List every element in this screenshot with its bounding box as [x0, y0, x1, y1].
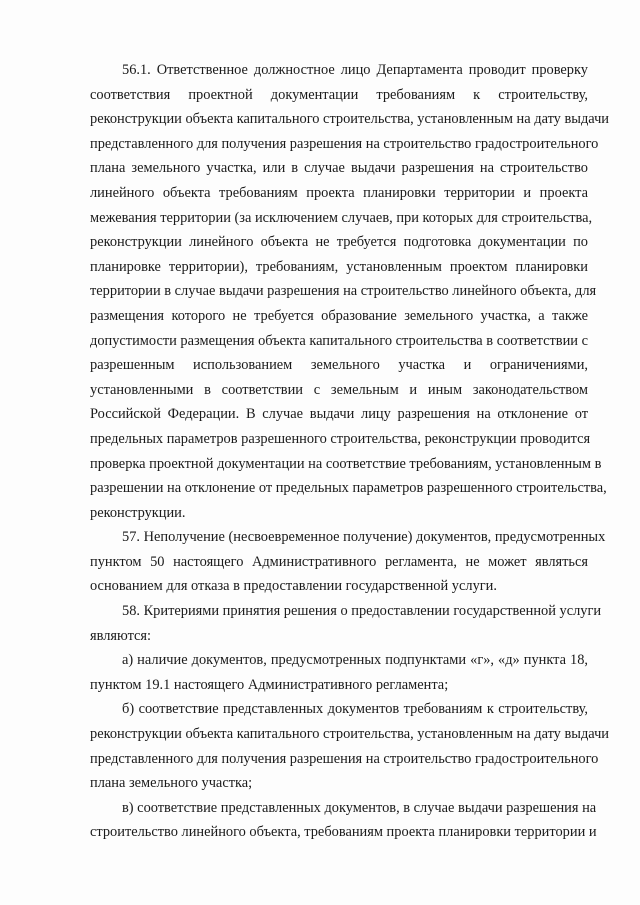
text-line: разрешении на отклонение от предельных параметров разрешенного строительства,: [90, 480, 607, 497]
text-line: Российской Федерации. В случае выдачи лицу разрешения на отклонение от: [90, 406, 588, 423]
text-line: межевания территории (за исключением случаев, при которых для строительства,: [90, 209, 593, 226]
text-line: основанием для отказа в предоставлении государственной услуги.: [90, 578, 497, 595]
text-line: представленного для получения разрешения на строительство градостроительного: [90, 750, 599, 767]
text-line: плана земельного участка, или в случае выдачи разрешения на строительство: [90, 160, 588, 177]
text-line: разрешенным использованием земельного участка и ограничениями,: [90, 357, 588, 374]
text-line: предельных параметров разрешенного строительства, реконструкции проводится: [90, 430, 591, 447]
text-line: планировке территории), требованиям, установленным проектом планировки: [90, 258, 588, 275]
text-line: б) соответствие представленных документов требованиям к строительству,: [122, 701, 588, 718]
text-line: строительство линейного объекта, требованиям проекта планировки территории и: [90, 824, 597, 841]
text-line: 58. Критериями принятия решения о предоставлении государственной услуги: [122, 603, 602, 620]
text-line: допустимости размещения объекта капитального строительства в соответствии с: [90, 332, 588, 349]
document-body: [90, 58, 610, 845]
text-line: а) наличие документов, предусмотренных подпунктами «г», «д» пункта 18,: [122, 652, 588, 669]
text-line: проверка проектной документации на соответствие требованиям, установленным в: [90, 455, 602, 472]
text-line: размещения которого не требуется образование земельного участка, а также: [90, 307, 588, 324]
paragraph-p58b: [90, 697, 610, 795]
text-line: соответствия проектной документации требованиям к строительству,: [90, 86, 588, 103]
text-line: установленными в соответствии с земельным и иным законодательством: [90, 381, 588, 398]
paragraph-p58: [90, 599, 602, 648]
paragraph-p56-1: [90, 58, 610, 525]
text-line: пунктом 19.1 настоящего Административного регламента;: [90, 676, 449, 693]
text-line: являются:: [90, 627, 152, 644]
text-line: пунктом 50 настоящего Административного регламента, не может являться: [90, 553, 588, 570]
text-line: реконструкции линейного объекта не требуется подготовка документации по: [90, 234, 588, 251]
text-line: 57. Неполучение (несвоевременное получение) документов, предусмотренных: [122, 529, 606, 546]
paragraph-p58v: [90, 796, 597, 845]
paragraph-p58a: [90, 648, 588, 697]
text-line: в) соответствие представленных документов, в случае выдачи разрешения на: [122, 799, 597, 816]
text-line: реконструкции объекта капитального строительства, установленным на дату выдачи: [90, 111, 610, 128]
paragraph-p57: [90, 525, 606, 599]
text-line: реконструкции.: [90, 504, 186, 521]
text-line: представленного для получения разрешения на строительство градостроительного: [90, 135, 599, 152]
text-line: территории в случае выдачи разрешения на строительство линейного объекта, для: [90, 283, 597, 300]
text-line: реконструкции объекта капитального строительства, установленным на дату выдачи: [90, 726, 610, 743]
text-line: плана земельного участка;: [90, 775, 253, 792]
text-line: 56.1. Ответственное должностное лицо Департамента проводит проверку: [122, 62, 588, 78]
text-line: линейного объекта требованиям проекта планировки территории и проекта: [90, 184, 588, 201]
